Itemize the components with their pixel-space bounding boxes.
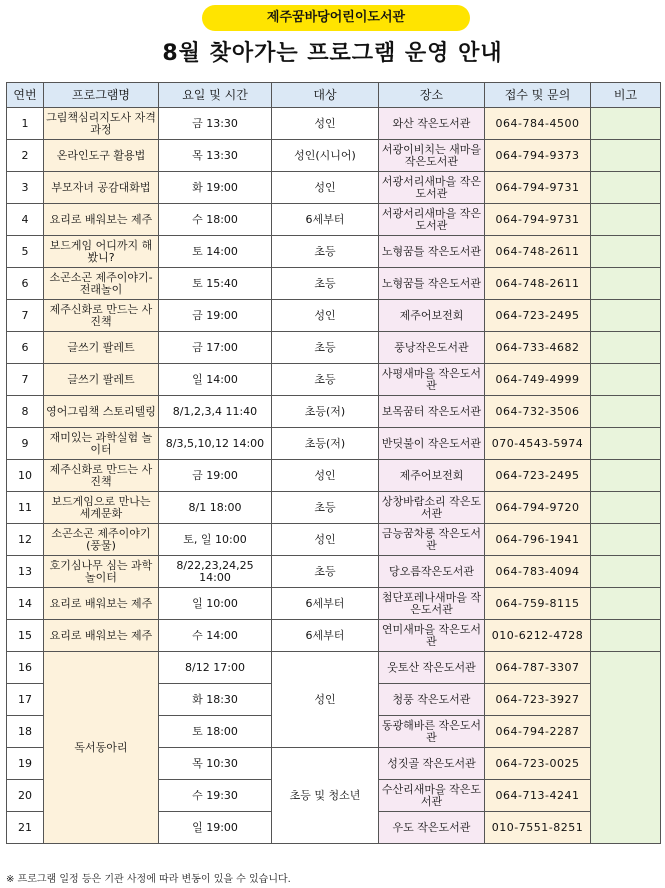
program-name: 글쓰기 팔레트	[44, 332, 159, 364]
program-target: 초등	[272, 236, 379, 268]
table-header-row	[7, 83, 661, 108]
table-row	[7, 300, 661, 332]
program-contact: 064-787-3307	[485, 652, 591, 684]
program-target: 성인	[272, 300, 379, 332]
program-target: 초등	[272, 268, 379, 300]
program-contact: 064-783-4094	[485, 556, 591, 588]
table-row	[7, 556, 661, 588]
program-name-reading-club: 독서동아리	[44, 652, 159, 844]
program-place: 서광서리새마을 작은도서관	[379, 204, 485, 236]
program-note	[591, 428, 661, 460]
program-target: 6세부터	[272, 620, 379, 652]
program-place: 서광이비치는 새마을작은도서관	[379, 140, 485, 172]
program-note	[591, 460, 661, 492]
program-place: 제주어보전회	[379, 460, 485, 492]
program-contact: 064-794-2287	[485, 716, 591, 748]
program-target: 초등(저)	[272, 396, 379, 428]
program-note	[591, 236, 661, 268]
row-no: 5	[7, 236, 44, 268]
program-note	[591, 332, 661, 364]
program-contact: 064-794-9720	[485, 492, 591, 524]
row-no: 7	[7, 300, 44, 332]
program-target: 성인	[272, 172, 379, 204]
header-program: 프로그램명	[44, 83, 159, 108]
row-no: 14	[7, 588, 44, 620]
program-name: 요리로 배워보는 제주	[44, 588, 159, 620]
row-no: 1	[7, 108, 44, 140]
program-contact: 064-723-2495	[485, 460, 591, 492]
program-contact: 064-723-3927	[485, 684, 591, 716]
program-time: 금 19:00	[159, 460, 272, 492]
program-contact: 064-796-1941	[485, 524, 591, 556]
row-no: 7	[7, 364, 44, 396]
program-contact: 010-6212-4728	[485, 620, 591, 652]
program-place: 성짓골 작은도서관	[379, 748, 485, 780]
program-time: 토 18:00	[159, 716, 272, 748]
program-contact: 064-748-2611	[485, 268, 591, 300]
header-time: 요일 및 시간	[159, 83, 272, 108]
program-time: 8/3,5,10,12 14:00	[159, 428, 272, 460]
row-no: 20	[7, 780, 44, 812]
program-time: 수 18:00	[159, 204, 272, 236]
row-no: 3	[7, 172, 44, 204]
program-time: 토, 일 10:00	[159, 524, 272, 556]
table-row	[7, 492, 661, 524]
library-banner: 제주꿈바당어린이도서관	[202, 5, 470, 31]
program-note	[591, 108, 661, 140]
program-name: 재미있는 과학실험 놀이터	[44, 428, 159, 460]
table-row	[7, 140, 661, 172]
program-note	[591, 588, 661, 620]
program-place: 사평새마을 작은도서관	[379, 364, 485, 396]
program-place: 우도 작은도서관	[379, 812, 485, 844]
program-time: 토 14:00	[159, 236, 272, 268]
program-note	[591, 140, 661, 172]
program-place: 상창바람소리 작은도서관	[379, 492, 485, 524]
program-time: 목 10:30	[159, 748, 272, 780]
program-contact: 064-784-4500	[485, 108, 591, 140]
program-name: 호기심나무 심는 과학놀이터	[44, 556, 159, 588]
row-no: 16	[7, 652, 44, 684]
program-name: 그림책심리지도사 자격과정	[44, 108, 159, 140]
program-target: 6세부터	[272, 588, 379, 620]
program-name: 글쓰기 팔레트	[44, 364, 159, 396]
program-place: 수산리새마을 작은도서관	[379, 780, 485, 812]
header-note: 비고	[591, 83, 661, 108]
program-time: 일 14:00	[159, 364, 272, 396]
program-name: 제주신화로 만드는 사진책	[44, 300, 159, 332]
program-time: 금 19:00	[159, 300, 272, 332]
program-place: 와산 작은도서관	[379, 108, 485, 140]
program-name: 부모자녀 공감대화법	[44, 172, 159, 204]
program-target: 초등	[272, 556, 379, 588]
program-time: 수 14:00	[159, 620, 272, 652]
program-time: 화 18:30	[159, 684, 272, 716]
row-no: 9	[7, 428, 44, 460]
row-no: 8	[7, 396, 44, 428]
program-target: 성인	[272, 108, 379, 140]
program-time: 8/1 18:00	[159, 492, 272, 524]
table-row	[7, 652, 661, 684]
program-name: 보드게임으로 만나는 세계문화	[44, 492, 159, 524]
program-table	[6, 82, 661, 844]
table-row	[7, 172, 661, 204]
page-title: 8월 찾아가는 프로그램 운영 안내	[162, 41, 503, 66]
program-contact: 064-748-2611	[485, 236, 591, 268]
table-row	[7, 524, 661, 556]
program-place: 풍낭작은도서관	[379, 332, 485, 364]
program-time: 8/22,23,24,25 14:00	[159, 556, 272, 588]
table-row	[7, 428, 661, 460]
table-row	[7, 108, 661, 140]
header-place: 장소	[379, 83, 485, 108]
program-name: 요리로 배워보는 제주	[44, 620, 159, 652]
table-row	[7, 588, 661, 620]
program-note	[591, 492, 661, 524]
program-contact: 064-713-4241	[485, 780, 591, 812]
program-place: 금능꿈차롱 작은도서관	[379, 524, 485, 556]
program-place: 반딧불이 작은도서관	[379, 428, 485, 460]
program-place: 노형꿈틀 작은도서관	[379, 236, 485, 268]
program-target: 성인	[272, 460, 379, 492]
row-no: 21	[7, 812, 44, 844]
program-target: 성인	[272, 524, 379, 556]
program-contact: 064-794-9373	[485, 140, 591, 172]
program-time: 화 19:00	[159, 172, 272, 204]
program-place: 연미새마을 작은도서관	[379, 620, 485, 652]
program-target: 초등	[272, 492, 379, 524]
program-time: 수 19:30	[159, 780, 272, 812]
program-time: 일 10:00	[159, 588, 272, 620]
program-place: 제주어보전회	[379, 300, 485, 332]
table-row	[7, 364, 661, 396]
program-note	[591, 556, 661, 588]
program-name: 제주신화로 만드는 사진책	[44, 460, 159, 492]
table-row	[7, 460, 661, 492]
program-contact: 064-794-9731	[485, 204, 591, 236]
program-time: 일 19:00	[159, 812, 272, 844]
row-no: 4	[7, 204, 44, 236]
program-note	[591, 396, 661, 428]
row-no: 17	[7, 684, 44, 716]
row-no: 12	[7, 524, 44, 556]
program-name: 보드게임 어디까지 해봤니?	[44, 236, 159, 268]
row-no: 13	[7, 556, 44, 588]
header-contact: 접수 및 문의	[485, 83, 591, 108]
footnote: ※ 프로그램 일정 등은 기관 사정에 따라 변동이 있을 수 있습니다.	[6, 874, 291, 885]
program-place: 서광서리새마을 작은도서관	[379, 172, 485, 204]
table-row	[7, 620, 661, 652]
program-name: 소곤소곤 제주이야기(풍물)	[44, 524, 159, 556]
program-note	[591, 172, 661, 204]
row-no: 6	[7, 332, 44, 364]
program-contact: 064-733-4682	[485, 332, 591, 364]
program-contact: 064-723-2495	[485, 300, 591, 332]
program-name: 영어그림책 스토리텔링	[44, 396, 159, 428]
row-no: 11	[7, 492, 44, 524]
program-target: 6세부터	[272, 204, 379, 236]
table-row	[7, 204, 661, 236]
program-target: 초등	[272, 332, 379, 364]
table-row	[7, 236, 661, 268]
table-row	[7, 268, 661, 300]
program-note	[591, 620, 661, 652]
row-no: 6	[7, 268, 44, 300]
program-time: 8/12 17:00	[159, 652, 272, 684]
program-contact: 064-749-4999	[485, 364, 591, 396]
program-target: 성인(시니어)	[272, 140, 379, 172]
program-place: 첨단포레나새마을 작은도서관	[379, 588, 485, 620]
row-no: 19	[7, 748, 44, 780]
program-name: 소곤소곤 제주이야기-전래놀이	[44, 268, 159, 300]
row-no: 15	[7, 620, 44, 652]
program-note	[591, 268, 661, 300]
program-contact: 010-7551-8251	[485, 812, 591, 844]
program-time: 8/1,2,3,4 11:40	[159, 396, 272, 428]
program-contact: 064-759-8115	[485, 588, 591, 620]
table-row	[7, 396, 661, 428]
row-no: 2	[7, 140, 44, 172]
program-contact: 064-794-9731	[485, 172, 591, 204]
program-time: 금 17:00	[159, 332, 272, 364]
program-place: 청풍 작은도서관	[379, 684, 485, 716]
program-contact: 070-4543-5974	[485, 428, 591, 460]
program-name: 온라인도구 활용법	[44, 140, 159, 172]
program-note	[591, 204, 661, 236]
program-time: 토 15:40	[159, 268, 272, 300]
program-target: 초등(저)	[272, 428, 379, 460]
program-place: 노형꿈틀 작은도서관	[379, 268, 485, 300]
program-place: 보목꿈터 작은도서관	[379, 396, 485, 428]
program-note	[591, 652, 661, 844]
program-target: 초등	[272, 364, 379, 396]
row-no: 18	[7, 716, 44, 748]
program-place: 당오름작은도서관	[379, 556, 485, 588]
program-note	[591, 364, 661, 396]
program-target-adult: 성인	[272, 652, 379, 748]
program-contact: 064-732-3506	[485, 396, 591, 428]
program-time: 금 13:30	[159, 108, 272, 140]
program-note	[591, 300, 661, 332]
program-time: 목 13:30	[159, 140, 272, 172]
program-target-youth: 초등 및 청소년	[272, 748, 379, 844]
header-no: 연번	[7, 83, 44, 108]
program-contact: 064-723-0025	[485, 748, 591, 780]
table-row	[7, 332, 661, 364]
program-name: 요리로 배워보는 제주	[44, 204, 159, 236]
program-note	[591, 524, 661, 556]
row-no: 10	[7, 460, 44, 492]
header-target: 대상	[272, 83, 379, 108]
program-place: 웃토산 작은도서관	[379, 652, 485, 684]
program-place: 동광해바른 작은도서관	[379, 716, 485, 748]
